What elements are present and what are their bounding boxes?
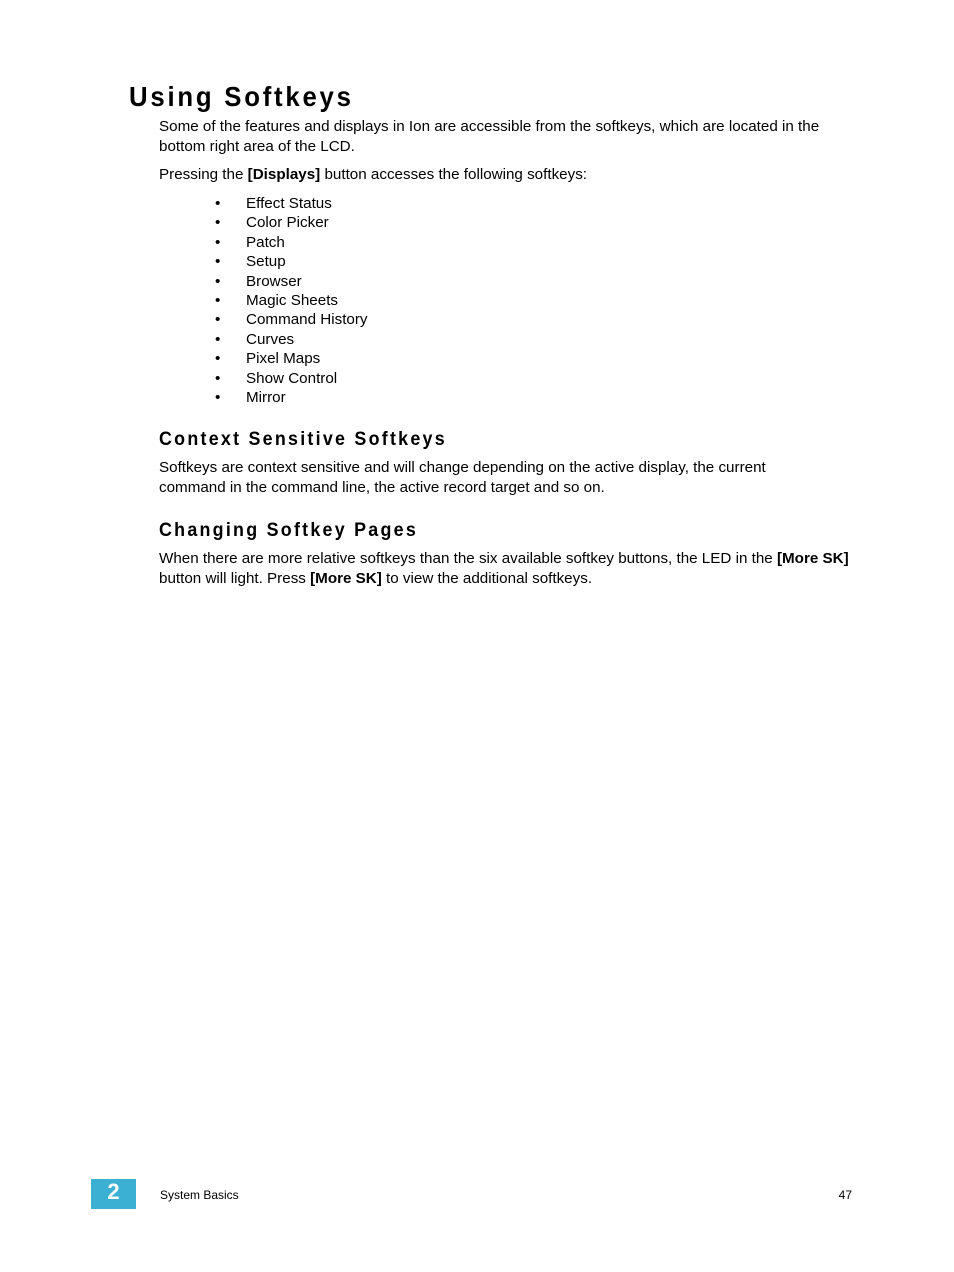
bullet-icon: •	[215, 350, 221, 368]
list-item-label: Effect Status	[246, 195, 332, 212]
list-item-label: Mirror	[246, 388, 286, 406]
list-item-label: Pixel Maps	[246, 350, 321, 368]
bullet-icon: •	[215, 330, 221, 348]
displays-paragraph	[159, 165, 859, 185]
list-item-label: Command History	[246, 311, 368, 329]
bullet-icon: •	[215, 388, 221, 406]
bullet-icon: •	[215, 233, 221, 251]
bullet-icon: •	[215, 311, 221, 329]
list-item-label: Browser	[246, 272, 302, 290]
context-paragraph: Softkeys are context sensitive and will change depending on the active display, the current command in the command line, the active record target and so on.	[159, 459, 766, 496]
displays-text-after: button accesses the following softkeys:	[320, 166, 588, 183]
more-sk-label-1: [More SK]	[776, 550, 849, 567]
page-title: Using Softkeys	[129, 81, 354, 112]
more-sk-label-2: [More SK]	[310, 570, 382, 587]
list-item-label: Setup	[246, 253, 286, 271]
pages-section-heading: Changing Softkey Pages	[159, 520, 419, 541]
pages-text-3: to view the additional softkeys.	[381, 570, 593, 587]
pages-text-2: button will light. Press	[159, 570, 311, 587]
bullet-icon: •	[215, 214, 221, 232]
chapter-number-badge: 2	[91, 1179, 136, 1209]
displays-button-label: [Displays]	[247, 166, 321, 183]
displays-text-before: Pressing the	[159, 166, 248, 183]
bullet-icon: •	[215, 291, 221, 309]
page-number: 47	[838, 1188, 852, 1202]
list-item-label: Patch	[246, 233, 285, 251]
bullet-icon: •	[215, 369, 221, 387]
pages-paragraph	[159, 549, 859, 589]
bullet-icon: •	[215, 253, 221, 271]
bullet-icon: •	[215, 272, 221, 290]
context-section-heading: Context Sensitive Softkeys	[159, 429, 447, 450]
list-item-label: Magic Sheets	[246, 291, 339, 309]
list-item-label: Color Picker	[246, 214, 329, 232]
intro-paragraph: Some of the features and displays in Ion are accessible from the softkeys, which are located in the bottom right area of the LCD.	[159, 118, 820, 155]
bullet-icon: •	[215, 195, 221, 212]
pages-text-1: When there are more relative softkeys than the six available softkey buttons, the LED in the	[159, 550, 777, 567]
list-item-label: Curves	[246, 330, 295, 348]
list-item-label: Show Control	[246, 369, 338, 387]
chapter-title: System Basics	[160, 1188, 239, 1202]
